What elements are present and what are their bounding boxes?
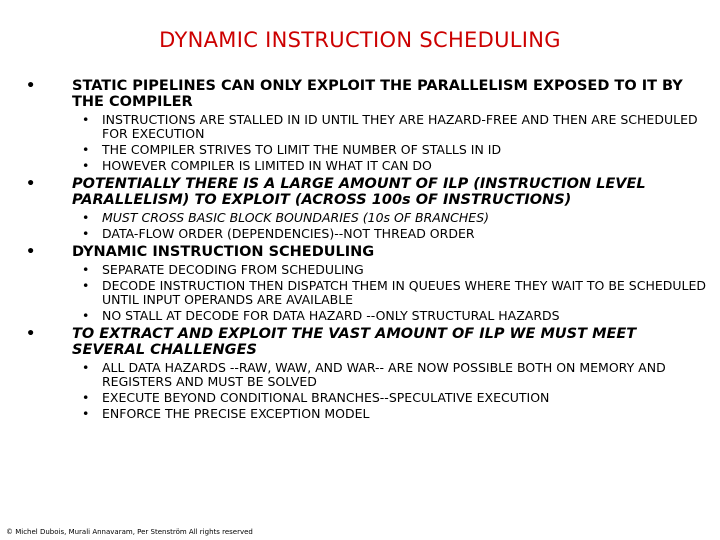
bullet-text: DYNAMIC INSTRUCTION SCHEDULING [72, 244, 375, 260]
sub-bullet-item [26, 113, 706, 141]
bullet-icon: • [82, 390, 90, 405]
bullet-icon: • [82, 142, 90, 157]
bullet-text: POTENTIALLY THERE IS A LARGE AMOUNT OF ILP (INSTRUCTION LEVEL PARALLELISM) TO EXPLOIT (ACROSS 100s OF INSTRUCTIONS) [72, 176, 646, 208]
sub-bullet-item [26, 143, 706, 157]
sub-bullet-text: SEPARATE DECODING FROM SCHEDULING [102, 262, 364, 277]
sub-bullet-item [26, 391, 706, 405]
sub-bullet-item [26, 407, 706, 421]
bullet-icon: • [82, 112, 90, 127]
copyright-footer: © Michel Dubois, Murali Annavaram, Per Stenström All rights reserved [6, 528, 253, 536]
sub-bullet-text: DECODE INSTRUCTION THEN DISPATCH THEM IN QUEUES WHERE THEY WAIT TO BE SCHEDULED UNTIL INPUT OPERANDS ARE AVAILABLE [102, 278, 707, 307]
bullet-item [26, 78, 706, 110]
bullet-icon: • [82, 308, 90, 323]
sub-bullet-item [26, 211, 706, 225]
sub-bullet-list [26, 211, 706, 241]
bullet-icon: • [82, 210, 90, 225]
sub-bullet-item [26, 309, 706, 323]
sub-bullet-item [26, 279, 706, 307]
sub-bullet-text: ENFORCE THE PRECISE EXCEPTION MODEL [102, 406, 370, 421]
bullet-icon: • [26, 244, 36, 260]
bullet-icon: • [82, 158, 90, 173]
sub-bullet-text: THE COMPILER STRIVES TO LIMIT THE NUMBER OF STALLS IN ID [102, 142, 502, 157]
sub-bullet-text: EXECUTE BEYOND CONDITIONAL BRANCHES--SPECULATIVE EXECUTION [102, 390, 550, 405]
bullet-icon: • [82, 278, 90, 293]
bullet-item [26, 326, 706, 358]
sub-bullet-item [26, 159, 706, 173]
bullet-item [26, 244, 706, 260]
slide-title: DYNAMIC INSTRUCTION SCHEDULING [159, 28, 561, 52]
bullet-icon: • [82, 360, 90, 375]
bullet-text: STATIC PIPELINES CAN ONLY EXPLOIT THE PARALLELISM EXPOSED TO IT BY THE COMPILER [72, 78, 683, 110]
sub-bullet-text: ALL DATA HAZARDS --RAW, WAW, AND WAR-- ARE NOW POSSIBLE BOTH ON MEMORY AND REGISTERS AND MUST BE SOLVED [102, 360, 666, 389]
sub-bullet-text: HOWEVER COMPILER IS LIMITED IN WHAT IT CAN DO [102, 158, 432, 173]
bullet-item [26, 176, 706, 208]
sub-bullet-item [26, 227, 706, 241]
bullet-icon: • [82, 226, 90, 241]
sub-bullet-item [26, 263, 706, 277]
sub-bullet-list [26, 361, 706, 421]
bullet-icon: • [26, 326, 36, 342]
sub-bullet-list [26, 263, 706, 323]
sub-bullet-text: MUST CROSS BASIC BLOCK BOUNDARIES (10s OF BRANCHES) [102, 210, 490, 225]
bullet-icon: • [82, 406, 90, 421]
sub-bullet-list [26, 113, 706, 173]
sub-bullet-item [26, 361, 706, 389]
bullet-icon: • [26, 78, 36, 94]
sub-bullet-text: NO STALL AT DECODE FOR DATA HAZARD --ONLY STRUCTURAL HAZARDS [102, 308, 560, 323]
bullet-icon: • [26, 176, 36, 192]
bullet-icon: • [82, 262, 90, 277]
bullet-list [26, 78, 706, 424]
sub-bullet-text: DATA-FLOW ORDER (DEPENDENCIES)--NOT THREAD ORDER [102, 226, 475, 241]
bullet-text: TO EXTRACT AND EXPLOIT THE VAST AMOUNT OF ILP WE MUST MEET SEVERAL CHALLENGES [72, 326, 637, 358]
sub-bullet-text: INSTRUCTIONS ARE STALLED IN ID UNTIL THEY ARE HAZARD-FREE AND THEN ARE SCHEDULED FOR EXECUTION [102, 112, 698, 141]
